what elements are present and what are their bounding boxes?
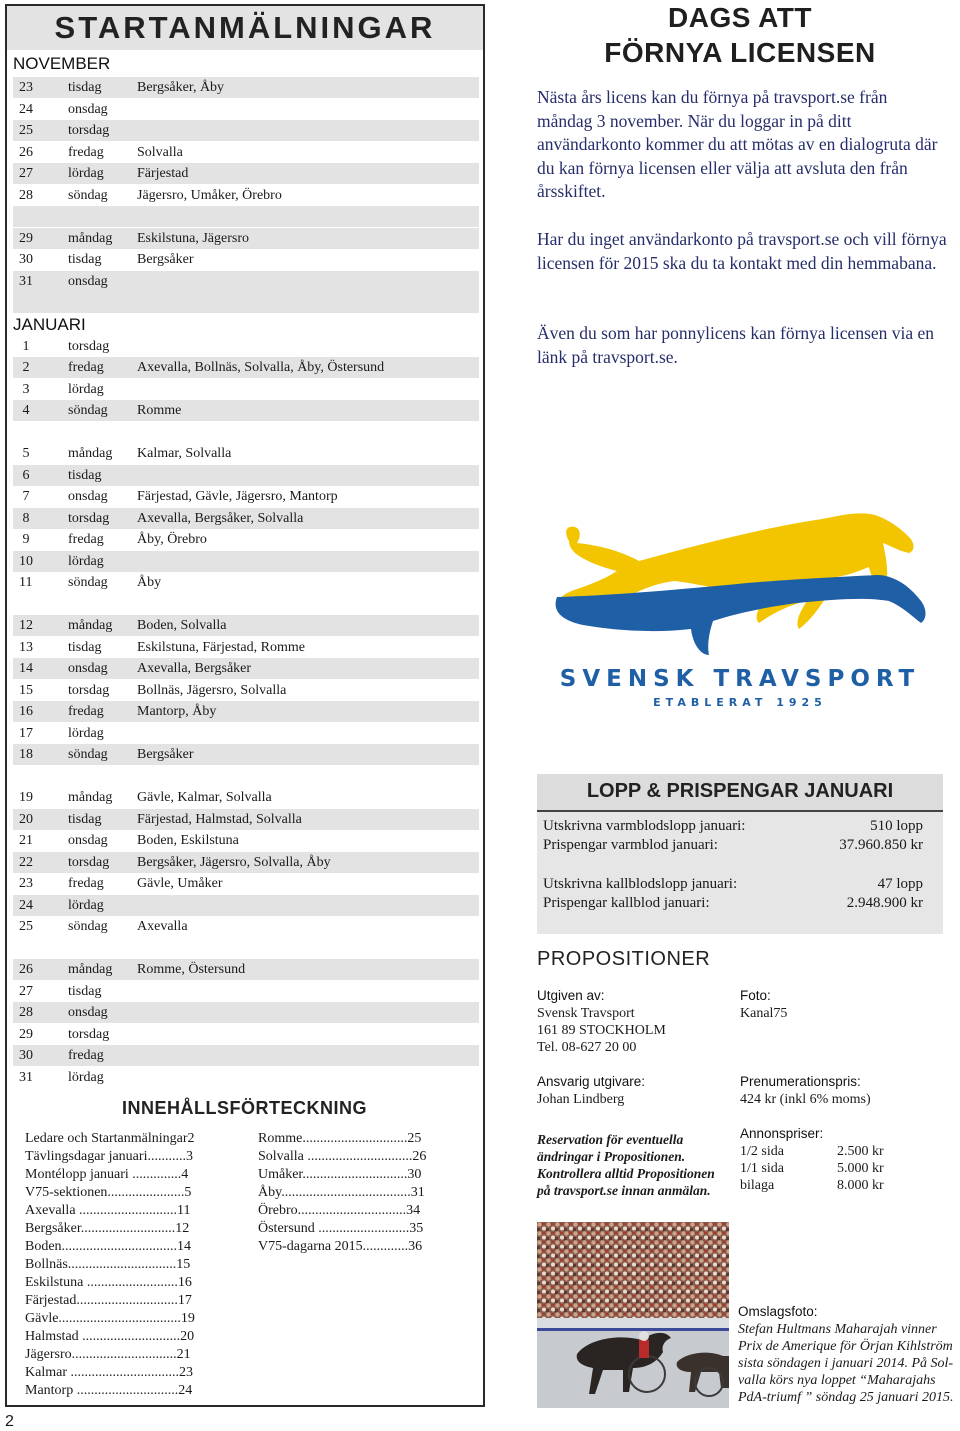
calendar-weekday: torsdag	[68, 510, 110, 526]
calendar-row	[13, 357, 479, 378]
calendar-date: 22	[19, 854, 33, 870]
calendar-date: 25	[19, 919, 33, 934]
calendar-weekday: måndag	[68, 962, 113, 977]
calendar-weekday: fredag	[68, 876, 104, 891]
calendar-tracks: Färjestad	[137, 166, 189, 181]
calendar-date: 29	[19, 230, 33, 246]
foto-value: Kanal75	[740, 1006, 788, 1021]
contents-entry: Jägersro..............................21	[25, 1347, 191, 1362]
calendar-date: 21	[19, 833, 33, 848]
calendar-tracks: Axevalla, Bergsåker	[137, 661, 252, 676]
lopp-value: 37.960.850 kr	[839, 837, 923, 853]
calendar-date: 23	[19, 80, 33, 95]
contents-column-1	[25, 1130, 225, 1400]
license-title-line2: FÖRNYA LICENSEN	[604, 37, 876, 68]
calendar-date: 4	[22, 403, 30, 418]
contents-entry: Eskilstuna ..........................16	[25, 1275, 192, 1290]
calendar-tracks: Kalmar, Solvalla	[137, 446, 232, 461]
reservation-line: ändringar i Propositionen.	[537, 1149, 686, 1164]
calendar-date: 10	[19, 553, 33, 569]
calendar-row	[13, 572, 479, 593]
calendar-date: 24	[19, 101, 33, 117]
calendar-row	[13, 809, 479, 830]
contents-entry: Kalmar ...............................23	[25, 1365, 193, 1380]
page-number: 2	[5, 1413, 14, 1430]
calendar-date: 25	[19, 123, 33, 138]
calendar-date: 6	[22, 467, 30, 483]
calendar-tracks: Bergsåker	[137, 252, 194, 267]
horse-and-sulky-icon	[537, 505, 943, 715]
calendar-row	[13, 336, 479, 357]
license-paragraph-3: Även du som har ponnylicens kan förnya licensen via en länk på travsport.se.	[537, 323, 935, 367]
annonspriser-list	[740, 1143, 900, 1194]
license-title-line1: DAGS ATT	[668, 2, 812, 33]
contents-entry: Umåker..............................30	[258, 1167, 422, 1182]
calendar-row	[13, 830, 479, 851]
contents-title: INNEHÅLLSFÖRTECKNING	[122, 1098, 367, 1118]
calendar-row	[13, 400, 479, 421]
prenumeration-value: 424 kr (inkl 6% moms)	[740, 1092, 871, 1107]
calendar-week-separator	[13, 292, 479, 313]
calendar-tracks: Boden, Solvalla	[137, 618, 227, 633]
calendar-tracks: Bergsåker, Jägersro, Solvalla, Åby	[137, 854, 331, 870]
reservation-line: Kontrollera alltid Propositionen	[537, 1166, 715, 1181]
annons-row	[740, 1177, 900, 1194]
calendar-row	[13, 508, 479, 529]
calendar-row	[13, 981, 479, 1002]
contents-entry: Boden.................................14	[25, 1239, 192, 1254]
calendar-date: 18	[19, 747, 33, 762]
calendar-date: 14	[19, 661, 33, 676]
calendar-title: STARTANMÄLNINGAR	[54, 10, 436, 45]
calendar-weekday: söndag	[68, 575, 108, 590]
calendar-date: 15	[19, 682, 33, 698]
prenumeration-label: Prenumerationspris:	[740, 1074, 861, 1089]
calendar-weekday: söndag	[68, 919, 108, 934]
calendar-row	[13, 120, 479, 141]
calendar-month-label: NOVEMBER	[13, 54, 111, 73]
calendar-date: 11	[19, 575, 33, 590]
calendar-date: 28	[19, 187, 33, 203]
cover-label: Omslagsfoto:	[738, 1304, 818, 1319]
calendar-row	[13, 486, 479, 507]
utgiven-line: Svensk Travsport	[537, 1006, 635, 1021]
calendar-date: 27	[19, 983, 33, 999]
calendar-row	[13, 701, 479, 722]
calendar-weekday: måndag	[68, 618, 113, 633]
calendar-date: 16	[19, 704, 33, 719]
cover-line: valla körs nya loppet “Maharajahs	[738, 1373, 936, 1388]
calendar-row	[13, 744, 479, 765]
calendar-row	[13, 787, 479, 808]
lopp-label: Prispengar kallblod januari:	[543, 895, 710, 911]
calendar-month-label: JANUARI	[13, 314, 86, 334]
calendar-date: 26	[19, 962, 33, 977]
logo-tagline: ETABLERAT 1925	[653, 696, 827, 709]
calendar-date: 31	[19, 1069, 33, 1085]
calendar-tracks: Jägersro, Umåker, Örebro	[137, 187, 282, 203]
license-paragraph-2: Har du inget användarkonto på travsport.se och vill förnya licensen för 2015 ska du ta kontakt med din hemmabana.	[537, 229, 947, 273]
utgiven-line: Tel. 08-627 20 00	[537, 1040, 637, 1055]
calendar-row	[13, 163, 479, 184]
calendar-row	[13, 852, 479, 873]
calendar-date: 8	[22, 510, 30, 526]
contents-entry: Halmstad ............................20	[25, 1329, 195, 1344]
reservation-note	[537, 1131, 715, 1199]
calendar-date: 3	[22, 381, 30, 397]
calendar-row	[13, 658, 479, 679]
calendar-weekday: torsdag	[68, 682, 110, 698]
calendar-weekday: torsdag	[68, 338, 110, 354]
contents-entry: Ledare och Startanmälningar2	[25, 1131, 195, 1146]
calendar-date: 29	[19, 1026, 33, 1042]
calendar-row	[13, 637, 479, 658]
calendar-tracks: Bollnäs, Jägersro, Solvalla	[137, 682, 287, 698]
calendar-date: 30	[19, 1048, 33, 1063]
reservation-line: Reservation för eventuella	[537, 1132, 684, 1147]
calendar-row	[13, 615, 479, 636]
ansvarig-value: Johan Lindberg	[537, 1092, 625, 1107]
calendar-weekday: lördag	[68, 381, 104, 397]
calendar-weekday: fredag	[68, 144, 104, 160]
contents-entry: Romme..............................25	[258, 1131, 422, 1146]
calendar-row	[13, 551, 479, 572]
calendar-weekday: torsdag	[68, 123, 110, 138]
calendar-date: 30	[19, 252, 33, 267]
calendar-weekday: onsdag	[68, 1005, 108, 1020]
contents-entry: Gävle...................................19	[25, 1311, 195, 1326]
lopp-row	[543, 876, 923, 893]
calendar-weekday: lördag	[68, 1069, 104, 1085]
calendar-tracks: Bergsåker, Åby	[137, 80, 225, 95]
lopp-value: 2.948.900 kr	[846, 895, 923, 911]
lopp-row	[543, 837, 923, 854]
calendar-tracks: Gävle, Kalmar, Solvalla	[137, 790, 272, 805]
calendar-weekday: onsdag	[68, 489, 108, 504]
calendar-weekday: fredag	[68, 1048, 104, 1063]
calendar-tracks: Mantorp, Åby	[137, 704, 217, 719]
calendar-weekday: söndag	[68, 403, 108, 418]
annons-price: 2.500 kr	[837, 1144, 884, 1159]
svensk-travsport-logo	[537, 505, 943, 715]
calendar-date: 2	[22, 360, 30, 375]
lopp-row	[543, 818, 923, 835]
contents-entry: Solvalla ..............................26	[258, 1149, 427, 1164]
annons-row	[740, 1160, 900, 1177]
calendar-weekday: lördag	[68, 166, 104, 181]
contents-entry: Bollnäs...............................15	[25, 1257, 191, 1272]
calendar-row	[13, 443, 479, 464]
contents-entry: Axevalla ............................11	[25, 1203, 191, 1218]
calendar-tracks: Åby, Örebro	[137, 532, 207, 547]
calendar-weekday: fredag	[68, 704, 104, 719]
lopp-value: 47 lopp	[877, 876, 923, 892]
calendar-tracks: Färjestad, Halmstad, Solvalla	[137, 811, 302, 827]
calendar-row	[13, 249, 479, 270]
lopp-title: LOPP & PRISPENGAR JANUARI	[586, 780, 894, 802]
calendar-date: 20	[19, 811, 33, 827]
calendar-date: 27	[19, 166, 33, 181]
calendar-tracks: Gävle, Umåker	[137, 876, 223, 891]
contents-entry: Bergsåker...........................12	[25, 1221, 190, 1236]
contents-entry: Tävlingsdagar januari...........3	[25, 1149, 193, 1164]
calendar-weekday: lördag	[68, 725, 104, 741]
calendar-tracks: Axevalla	[137, 919, 188, 934]
contents-entry: V75-sektionen......................5	[25, 1185, 192, 1200]
cover-line: sista söndagen i januari 2014. På Sol-	[738, 1356, 954, 1371]
calendar-row	[13, 99, 479, 120]
contents-entry: Montélopp januari ..............4	[25, 1167, 189, 1182]
calendar-tracks: Åby	[137, 575, 162, 590]
calendar-weekday: lördag	[68, 553, 104, 569]
cover-photo	[537, 1222, 729, 1408]
calendar-date: 24	[19, 897, 33, 913]
calendar-row	[13, 1045, 479, 1066]
reservation-line: på travsport.se innan anmälan.	[537, 1183, 711, 1198]
ansvarig-label: Ansvarig utgivare:	[537, 1074, 646, 1089]
utgiven-block	[537, 1005, 666, 1056]
calendar-row	[13, 379, 479, 400]
calendar-date: 26	[19, 144, 33, 160]
calendar-date: 9	[22, 532, 30, 547]
logo-name: SVENSK TRAVSPORT	[559, 666, 921, 692]
lopp-label: Utskrivna kallblodslopp januari:	[543, 876, 738, 892]
calendar-tracks: Romme, Östersund	[137, 962, 246, 977]
contents-entry: V75-dagarna 2015.............36	[258, 1239, 423, 1254]
annons-row	[740, 1143, 900, 1160]
calendar-row	[13, 1067, 479, 1088]
lopp-box	[537, 774, 943, 934]
calendar-weekday: onsdag	[68, 101, 108, 117]
calendar-weekday: onsdag	[68, 833, 108, 848]
annons-size: 1/2 sida	[740, 1144, 784, 1159]
calendar-weekday: tisdag	[68, 467, 102, 483]
contents-entry: Östersund ..........................35	[258, 1221, 424, 1236]
utgiven-line: 161 89 STOCKHOLM	[537, 1023, 666, 1038]
annons-size: 1/1 sida	[740, 1161, 784, 1176]
calendar-tracks: Bergsåker	[137, 747, 194, 762]
calendar-weekday: tisdag	[68, 811, 102, 827]
lopp-value: 510 lopp	[870, 818, 923, 834]
annons-price: 8.000 kr	[837, 1178, 884, 1193]
calendar-date: 23	[19, 876, 33, 891]
foto-label: Foto:	[740, 988, 771, 1003]
calendar-weekday: måndag	[68, 230, 113, 246]
lopp-label: Utskrivna varmblodslopp januari:	[543, 818, 746, 834]
contents-entry: Mantorp .............................24	[25, 1383, 193, 1398]
calendar-tracks: Eskilstuna, Jägersro	[137, 230, 249, 246]
calendar-row	[13, 1024, 479, 1045]
lopp-label: Prispengar varmblod januari:	[543, 837, 718, 853]
race-photo-illustration	[537, 1222, 729, 1408]
calendar-weekday: måndag	[68, 790, 113, 805]
calendar-row	[13, 723, 479, 744]
calendar-weekday: måndag	[68, 446, 113, 461]
calendar-weekday: lördag	[68, 897, 104, 913]
cover-caption	[738, 1321, 960, 1406]
calendar-date: 28	[19, 1005, 33, 1020]
calendar-weekday: tisdag	[68, 252, 102, 267]
utgiven-label: Utgiven av:	[537, 988, 605, 1003]
calendar-week-separator	[13, 206, 479, 227]
calendar-date: 19	[19, 790, 33, 805]
calendar-tracks: Axevalla, Bergsåker, Solvalla	[137, 510, 304, 526]
calendar-weekday: tisdag	[68, 983, 102, 999]
calendar-row	[13, 959, 479, 980]
calendar-tracks: Solvalla	[137, 144, 183, 160]
calendar-tracks: Axevalla, Bollnäs, Solvalla, Åby, Östersund	[137, 360, 385, 375]
calendar-weekday: tisdag	[68, 80, 102, 95]
calendar-row	[13, 465, 479, 486]
calendar-tracks: Boden, Eskilstuna	[137, 833, 239, 848]
contents-entry: Örebro...............................34	[258, 1203, 421, 1218]
calendar-weekday: torsdag	[68, 1026, 110, 1042]
calendar-tracks: Romme	[137, 403, 182, 418]
calendar-weekday: tisdag	[68, 639, 102, 655]
calendar-weekday: torsdag	[68, 854, 110, 870]
license-paragraph-1: Nästa års licens kan du förnya på travsport.se från måndag 3 november. När du loggar in på ditt användarkonto kommer du att mötas av en dialogruta där du kan förnya licensen eller välja att avsluta den från årsskiftet.	[537, 87, 938, 201]
calendar-date: 1	[22, 338, 30, 354]
calendar-row	[13, 142, 479, 163]
annonspriser-label: Annonspriser:	[740, 1126, 824, 1141]
calendar-weekday: fredag	[68, 532, 104, 547]
calendar-tracks: Eskilstuna, Färjestad, Romme	[137, 639, 305, 655]
license-title	[537, 0, 943, 70]
contents-column-2	[258, 1130, 458, 1256]
calendar-row	[13, 680, 479, 701]
calendar-row	[13, 228, 479, 249]
cover-line: Prix de Amerique för Örjan Kihlström	[738, 1339, 953, 1354]
calendar-weekday: fredag	[68, 360, 104, 375]
calendar-date: 17	[19, 725, 33, 741]
calendar-weekday: söndag	[68, 747, 108, 762]
calendar-row	[13, 1002, 479, 1023]
calendar-weekday: söndag	[68, 187, 108, 203]
calendar-tracks: Färjestad, Gävle, Jägersro, Mantorp	[137, 489, 338, 504]
calendar-row	[13, 271, 479, 292]
calendar-row	[13, 895, 479, 916]
annons-price: 5.000 kr	[837, 1161, 884, 1176]
calendar-weekday: onsdag	[68, 273, 108, 289]
lopp-row	[543, 895, 923, 912]
cover-line: Stefan Hultmans Maharajah vinner	[738, 1322, 937, 1337]
calendar-weekday: onsdag	[68, 661, 108, 676]
calendar-date: 5	[22, 446, 30, 461]
cover-line: PdA-triumf ” söndag 25 januari 2015.	[738, 1390, 954, 1405]
calendar-row	[13, 77, 479, 98]
calendar-date: 7	[22, 489, 30, 504]
calendar-row	[13, 916, 479, 937]
propositioner-title: PROPOSITIONER	[537, 948, 711, 970]
calendar-row	[13, 529, 479, 550]
calendar-row	[13, 873, 479, 894]
contents-entry: Färjestad.............................17	[25, 1293, 192, 1308]
calendar-date: 13	[19, 639, 33, 655]
calendar-row	[13, 185, 479, 206]
calendar-date: 12	[19, 618, 33, 633]
contents-entry: Åby.....................................31	[258, 1185, 425, 1200]
annons-size: bilaga	[740, 1178, 775, 1193]
calendar-date: 31	[19, 273, 33, 289]
